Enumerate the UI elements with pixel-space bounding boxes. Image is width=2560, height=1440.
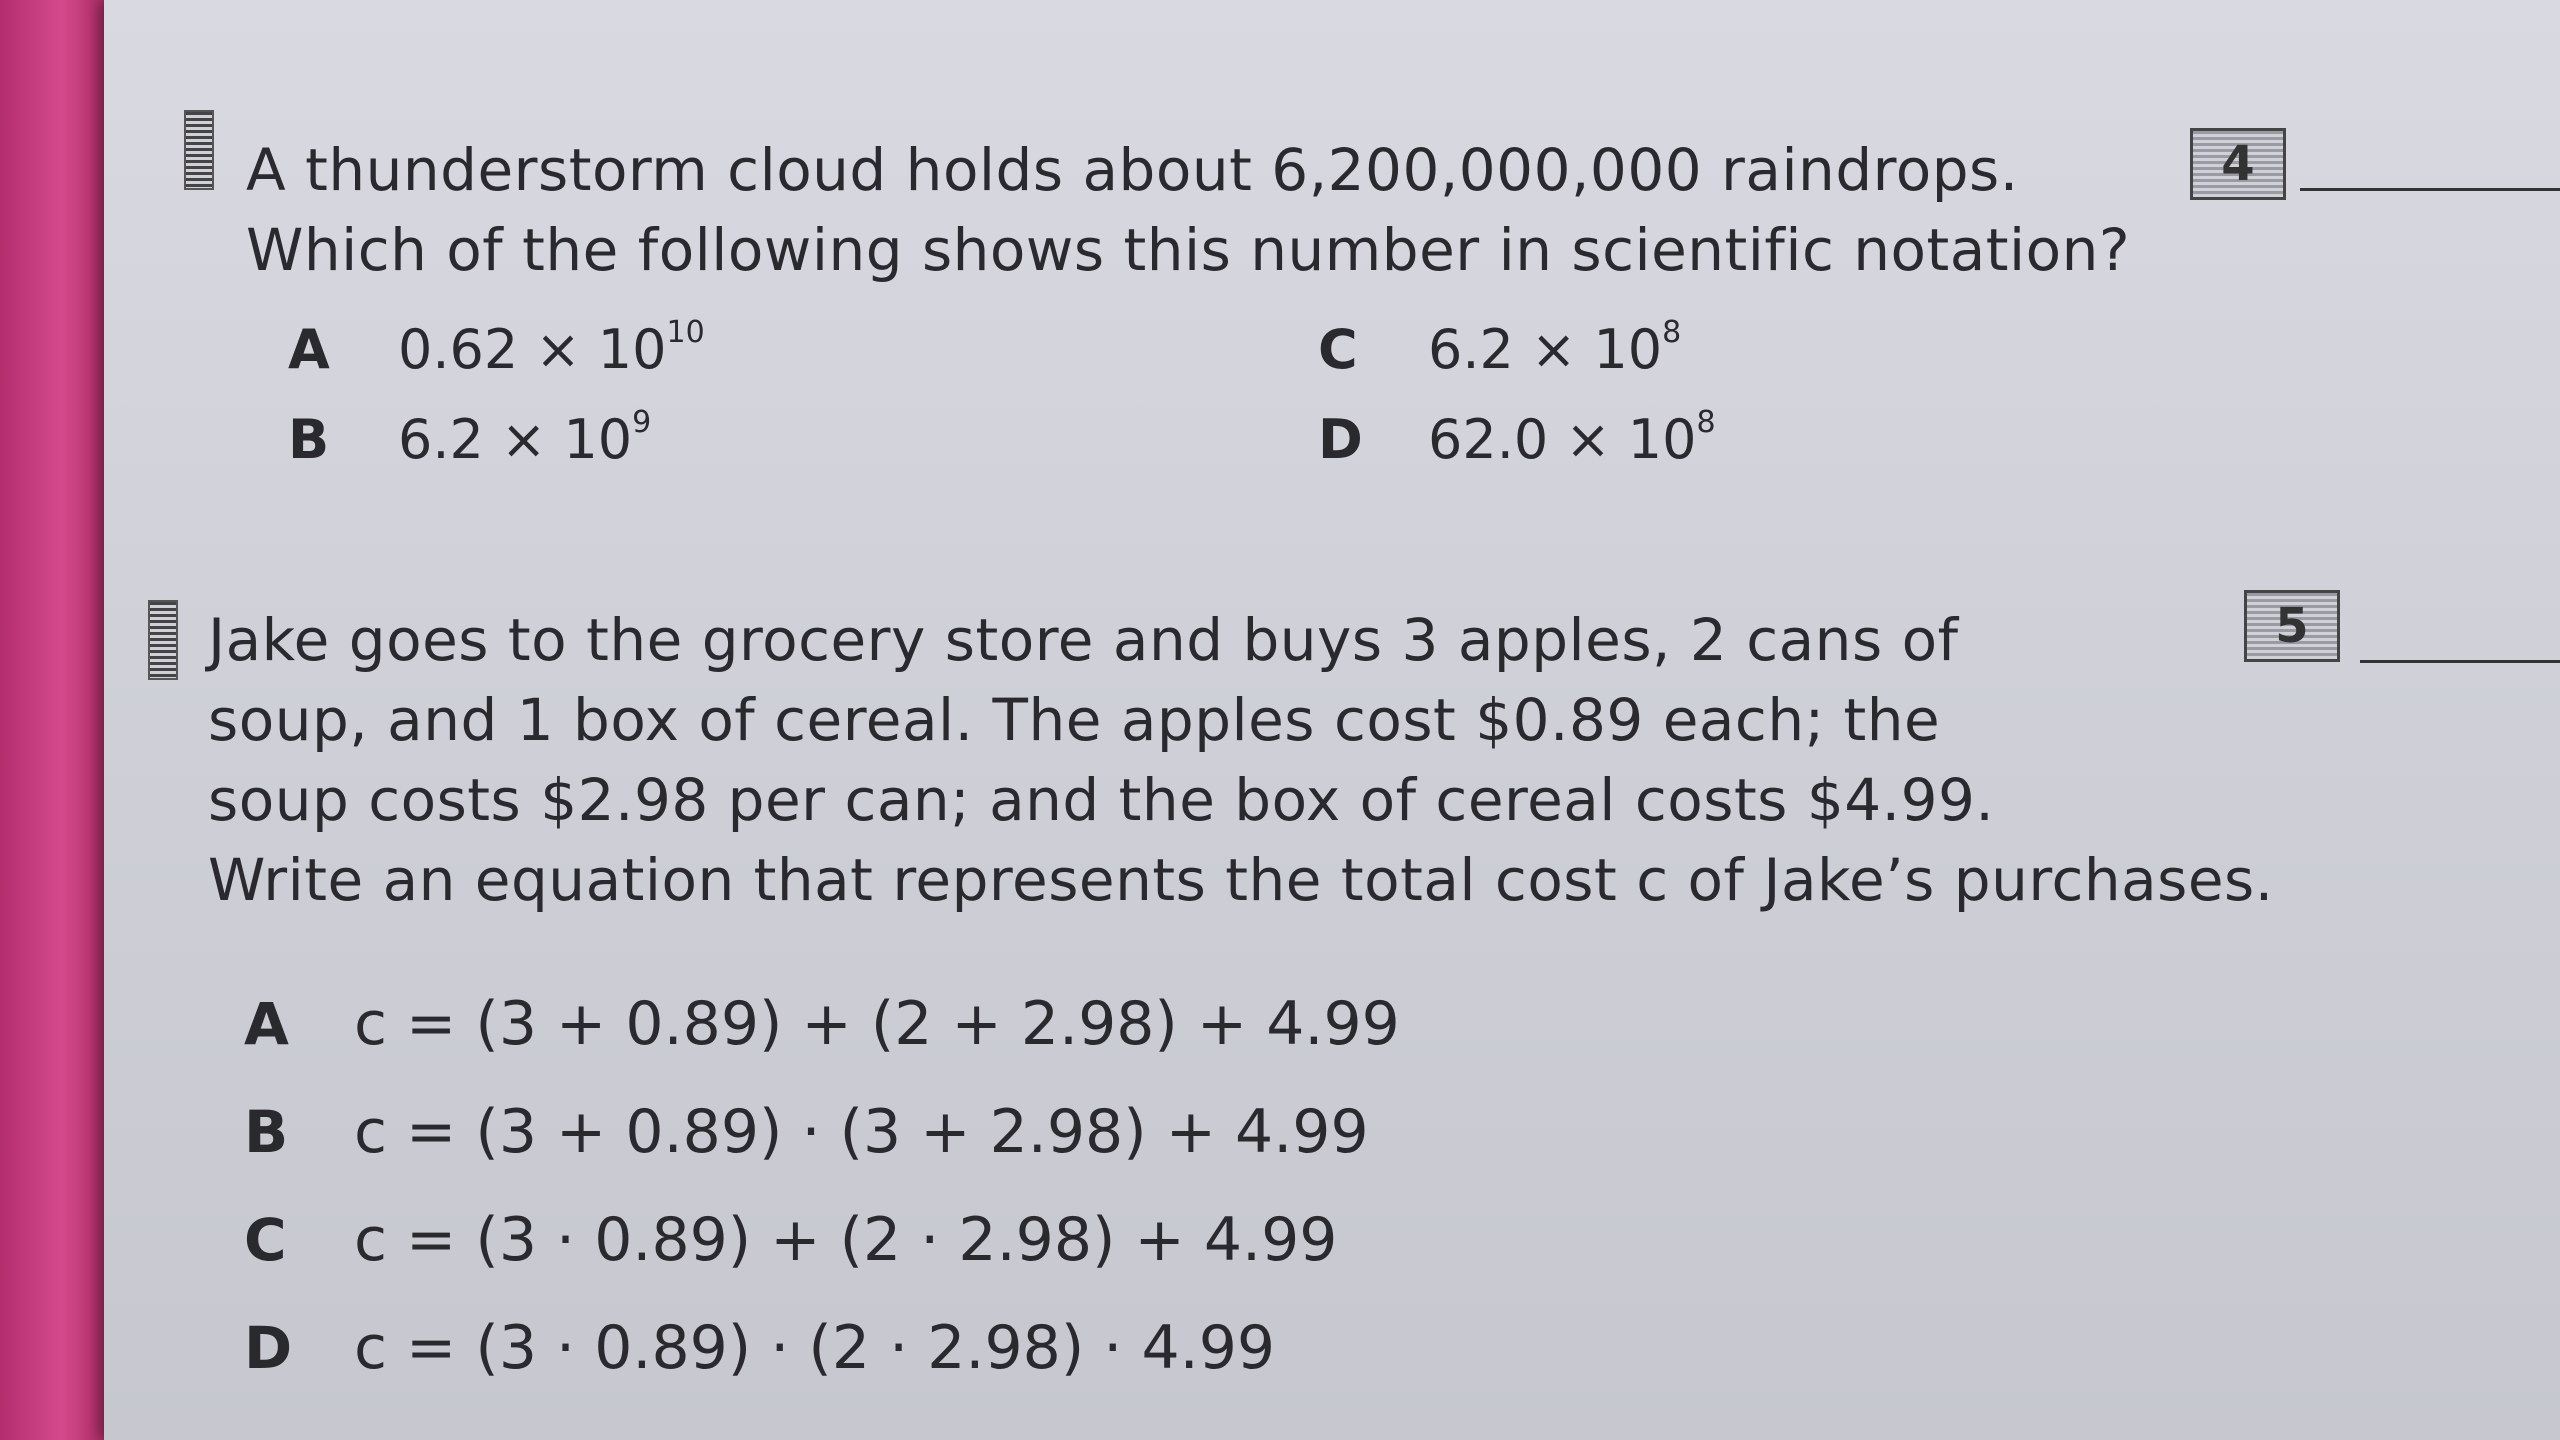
question-5-text	[208, 600, 2274, 920]
choice-4b[interactable]	[288, 395, 705, 485]
barcode-icon	[184, 110, 214, 190]
choice-5b[interactable]	[244, 1078, 1400, 1186]
choice-expression: c = (3 · 0.89) · (2 · 2.98) · 4.99	[354, 1313, 1276, 1383]
choice-4c[interactable]	[1318, 305, 1716, 395]
worksheet-page	[104, 0, 2560, 1440]
choice-letter: A	[244, 990, 289, 1058]
choice-5a[interactable]	[244, 970, 1400, 1078]
choice-letter: B	[244, 1098, 289, 1166]
choice-expression: c = (3 + 0.89) + (2 + 2.98) + 4.99	[354, 989, 1400, 1059]
choice-4d[interactable]	[1318, 395, 1716, 485]
question-4-choices-right	[1318, 305, 1716, 485]
choice-letter: D	[1318, 408, 1363, 471]
choice-5c[interactable]	[244, 1186, 1400, 1294]
choice-letter: C	[1318, 318, 1358, 381]
choice-letter: D	[244, 1314, 293, 1382]
choice-letter: B	[288, 408, 330, 471]
question-5-line-3: soup costs $2.98 per can; and the box of cereal costs $4.99.	[208, 766, 1995, 834]
question-5-line-1: Jake goes to the grocery store and buys 3 apples, 2 cans of	[208, 606, 1959, 674]
question-5-line-4: Write an equation that represents the total cost c of Jake’s purchases.	[208, 846, 2274, 914]
barcode-icon	[148, 600, 178, 680]
notebook-binding	[0, 0, 112, 1440]
question-5-choices	[244, 970, 1400, 1402]
question-5-line-2: soup, and 1 box of cereal. The apples cost $0.89 each; the	[208, 686, 1941, 754]
choice-letter: C	[244, 1206, 287, 1274]
choice-expression: c = (3 · 0.89) + (2 · 2.98) + 4.99	[354, 1205, 1338, 1275]
choice-expression: $6.2 \times 10^8$	[1428, 315, 1682, 381]
question-4-line-2: Which of the following shows this number in scientific notation?	[246, 216, 2131, 284]
choice-letter: A	[288, 318, 330, 381]
choice-expression: $0.62 \times 10^{10}$	[398, 315, 705, 381]
question-4-choices-left	[288, 305, 705, 485]
question-4-text	[246, 130, 2130, 290]
choice-expression: c = (3 + 0.89) · (3 + 2.98) + 4.99	[354, 1097, 1369, 1167]
choice-expression: $62.0 \times 10^8$	[1428, 405, 1716, 471]
choice-expression: $6.2 \times 10^9$	[398, 405, 652, 471]
question-4-number-box: 4	[2190, 128, 2286, 200]
question-4-line-1: A thunderstorm cloud holds about 6,200,000,000 raindrops.	[246, 136, 2019, 204]
question-5-answer-line[interactable]	[2360, 660, 2560, 663]
question-4-answer-line[interactable]	[2300, 188, 2560, 191]
choice-5d[interactable]	[244, 1294, 1400, 1402]
question-5-number-box: 5	[2244, 590, 2340, 662]
choice-4a[interactable]	[288, 305, 705, 395]
